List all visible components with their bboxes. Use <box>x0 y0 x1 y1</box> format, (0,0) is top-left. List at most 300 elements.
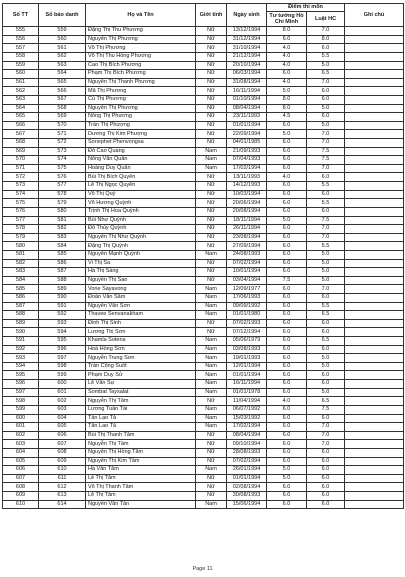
cell-dob: 19/01/1993 <box>227 354 267 363</box>
cell-dob: 13/12/1994 <box>227 27 267 36</box>
cell-sbd: 587 <box>39 268 86 277</box>
cell-stt: 580 <box>3 242 39 251</box>
header-dob: Ngày sinh <box>227 4 267 27</box>
cell-score-luathc: 6.0 <box>307 113 345 122</box>
cell-stt: 564 <box>3 104 39 113</box>
cell-name: Trịnh Thị Hoa Quỳnh <box>86 207 196 216</box>
cell-score-luathc: 6.0 <box>307 371 345 380</box>
cell-stt: 578 <box>3 225 39 234</box>
exam-results-table <box>2 3 404 509</box>
cell-stt: 583 <box>3 268 39 277</box>
cell-note <box>345 199 404 208</box>
table-row <box>3 293 404 302</box>
cell-name: Hoàng Duy Quân <box>86 164 196 173</box>
cell-note <box>345 104 404 113</box>
cell-score-luathc: 6.0 <box>307 492 345 501</box>
cell-dob: 22/09/1994 <box>227 130 267 139</box>
cell-score-tthcm: 6.0 <box>267 164 307 173</box>
cell-score-luathc: 6.5 <box>307 397 345 406</box>
cell-note <box>345 78 404 87</box>
cell-score-tthcm: 6.0 <box>267 207 307 216</box>
cell-score-tthcm: 6.0 <box>267 70 307 79</box>
cell-score-luathc: 7.0 <box>307 164 345 173</box>
cell-gender: Nữ <box>196 259 227 268</box>
cell-name: Bùi Thị Bích Quyên <box>86 173 196 182</box>
cell-name: Lương Thị Sơn <box>86 328 196 337</box>
cell-name: Võ Hương Quỳnh <box>86 199 196 208</box>
table-row <box>3 173 404 182</box>
cell-note <box>345 27 404 36</box>
cell-dob: 17/02/1994 <box>227 423 267 432</box>
cell-score-luathc: 6.0 <box>307 319 345 328</box>
cell-score-luathc: 5.5 <box>307 242 345 251</box>
cell-dob: 01/01/1980 <box>227 311 267 320</box>
table-row <box>3 250 404 259</box>
cell-score-luathc: 5.0 <box>307 268 345 277</box>
cell-name: Đặng Thị Thu Phương <box>86 27 196 36</box>
cell-score-luathc: 6.0 <box>307 457 345 466</box>
cell-note <box>345 405 404 414</box>
cell-dob: 08/04/1994 <box>227 104 267 113</box>
cell-gender: Nữ <box>196 431 227 440</box>
cell-dob: 07/02/1994 <box>227 259 267 268</box>
cell-sbd: 560 <box>39 35 86 44</box>
cell-gender: Nữ <box>196 328 227 337</box>
cell-stt: 576 <box>3 207 39 216</box>
table-row <box>3 61 404 70</box>
cell-dob: 08/04/1994 <box>227 431 267 440</box>
cell-sbd: 613 <box>39 492 86 501</box>
cell-name: Nguyễn Thị Hồng Tâm <box>86 448 196 457</box>
table-row <box>3 328 404 337</box>
header-name: Họ và Tên <box>86 4 196 27</box>
cell-dob: 03/04/1994 <box>227 276 267 285</box>
cell-score-luathc: 6.0 <box>307 328 345 337</box>
cell-note <box>345 423 404 432</box>
cell-gender: Nam <box>196 371 227 380</box>
cell-score-luathc: 7.5 <box>307 216 345 225</box>
cell-sbd: 586 <box>39 259 86 268</box>
cell-score-luathc: 5.5 <box>307 199 345 208</box>
cell-stt: 608 <box>3 483 39 492</box>
cell-note <box>345 113 404 122</box>
cell-name: Mã Thị Phương <box>86 87 196 96</box>
cell-gender: Nữ <box>196 70 227 79</box>
cell-note <box>345 242 404 251</box>
cell-score-tthcm: 6.0 <box>267 388 307 397</box>
cell-name: Nguyễn Thị Tâm <box>86 440 196 449</box>
cell-sbd: 601 <box>39 388 86 397</box>
cell-dob: 16/11/1994 <box>227 380 267 389</box>
cell-sbd: 603 <box>39 405 86 414</box>
cell-score-luathc: 6.0 <box>307 474 345 483</box>
cell-sbd: 572 <box>39 139 86 148</box>
cell-note <box>345 457 404 466</box>
cell-name: Trần Thị Phượng <box>86 121 196 130</box>
cell-sbd: 566 <box>39 87 86 96</box>
cell-score-tthcm: 6.0 <box>267 293 307 302</box>
cell-dob: 26/01/1994 <box>227 466 267 475</box>
cell-score-tthcm: 6.0 <box>267 345 307 354</box>
cell-score-luathc: 5.0 <box>307 276 345 285</box>
cell-score-tthcm: 6.0 <box>267 440 307 449</box>
cell-sbd: 595 <box>39 337 86 346</box>
cell-name: Võ Thị Thanh Tâm <box>86 483 196 492</box>
cell-name: Lê Văn Sự <box>86 380 196 389</box>
cell-gender: Nữ <box>196 319 227 328</box>
cell-dob: 09/10/1994 <box>227 440 267 449</box>
cell-name: Bùi Như Quỳnh <box>86 216 196 225</box>
cell-note <box>345 440 404 449</box>
cell-dob: 18/11/1994 <box>227 216 267 225</box>
cell-note <box>345 388 404 397</box>
cell-score-luathc: 6.0 <box>307 500 345 509</box>
cell-note <box>345 139 404 148</box>
cell-dob: 01/10/1994 <box>227 95 267 104</box>
cell-score-tthcm: 6.0 <box>267 457 307 466</box>
cell-gender: Nữ <box>196 448 227 457</box>
cell-stt: 584 <box>3 276 39 285</box>
cell-score-luathc: 5.0 <box>307 104 345 113</box>
cell-score-tthcm: 5.0 <box>267 216 307 225</box>
cell-sbd: 593 <box>39 319 86 328</box>
cell-dob: 17/02/1994 <box>227 164 267 173</box>
cell-score-luathc: 7.0 <box>307 285 345 294</box>
cell-gender: Nữ <box>196 61 227 70</box>
cell-gender: Nữ <box>196 78 227 87</box>
table-row <box>3 130 404 139</box>
cell-gender: Nữ <box>196 233 227 242</box>
cell-dob: 26/11/1994 <box>227 225 267 234</box>
cell-dob: 05/06/1979 <box>227 337 267 346</box>
cell-dob: 20/08/1994 <box>227 207 267 216</box>
cell-score-tthcm: 7.5 <box>267 276 307 285</box>
cell-gender: Nam <box>196 164 227 173</box>
cell-stt: 574 <box>3 190 39 199</box>
cell-note <box>345 337 404 346</box>
cell-dob: 07/02/1994 <box>227 457 267 466</box>
table-row <box>3 388 404 397</box>
cell-note <box>345 380 404 389</box>
cell-note <box>345 44 404 53</box>
table-row <box>3 492 404 501</box>
cell-score-tthcm: 5.0 <box>267 466 307 475</box>
cell-name: Hà Thị Sáng <box>86 268 196 277</box>
cell-gender: Nữ <box>196 87 227 96</box>
table-row <box>3 500 404 509</box>
cell-score-tthcm: 6.0 <box>267 500 307 509</box>
cell-stt: 569 <box>3 147 39 156</box>
cell-gender: Nam <box>196 423 227 432</box>
cell-score-luathc: 6.5 <box>307 311 345 320</box>
cell-score-luathc: 5.5 <box>307 52 345 61</box>
cell-note <box>345 285 404 294</box>
table-row <box>3 87 404 96</box>
cell-score-tthcm: 5.0 <box>267 474 307 483</box>
cell-note <box>345 268 404 277</box>
cell-gender: Nam <box>196 388 227 397</box>
table-row <box>3 216 404 225</box>
cell-sbd: 608 <box>39 448 86 457</box>
cell-dob: 01/01/1994 <box>227 474 267 483</box>
cell-dob: 11/04/1994 <box>227 397 267 406</box>
cell-name: Phạm Duy Sử <box>86 371 196 380</box>
cell-name: Nguyễn Thị Phương <box>86 104 196 113</box>
cell-note <box>345 164 404 173</box>
cell-name: Võ Thị Phương <box>86 44 196 53</box>
cell-stt: 581 <box>3 250 39 259</box>
cell-dob: 03/08/1993 <box>227 345 267 354</box>
cell-score-luathc: 6.0 <box>307 95 345 104</box>
cell-stt: 595 <box>3 371 39 380</box>
cell-stt: 577 <box>3 216 39 225</box>
cell-stt: 600 <box>3 414 39 423</box>
cell-note <box>345 362 404 371</box>
cell-note <box>345 207 404 216</box>
table-row <box>3 423 404 432</box>
cell-gender: Nữ <box>196 95 227 104</box>
cell-sbd: 598 <box>39 362 86 371</box>
cell-note <box>345 448 404 457</box>
cell-stt: 587 <box>3 302 39 311</box>
cell-stt: 560 <box>3 70 39 79</box>
cell-name: Vone Sayavong <box>86 285 196 294</box>
table-row <box>3 259 404 268</box>
cell-score-tthcm: 6.0 <box>267 405 307 414</box>
cell-score-tthcm: 6.0 <box>267 337 307 346</box>
table-row <box>3 302 404 311</box>
cell-sbd: 609 <box>39 457 86 466</box>
cell-stt: 609 <box>3 492 39 501</box>
cell-gender: Nữ <box>196 190 227 199</box>
cell-sbd: 562 <box>39 52 86 61</box>
cell-sbd: 590 <box>39 293 86 302</box>
cell-sbd: 600 <box>39 380 86 389</box>
cell-dob: 14/12/1993 <box>227 182 267 191</box>
cell-dob: 01/01/1994 <box>227 121 267 130</box>
cell-gender: Nam <box>196 466 227 475</box>
cell-gender: Nam <box>196 362 227 371</box>
cell-score-luathc: 7.0 <box>307 233 345 242</box>
table-row <box>3 225 404 234</box>
cell-score-luathc: 6.5 <box>307 337 345 346</box>
cell-stt: 557 <box>3 44 39 53</box>
cell-note <box>345 466 404 475</box>
table-row <box>3 319 404 328</box>
cell-note <box>345 87 404 96</box>
cell-score-tthcm: 4.0 <box>267 397 307 406</box>
cell-dob: 02/08/1994 <box>227 483 267 492</box>
cell-name: Hà Văn Tâm <box>86 466 196 475</box>
cell-score-luathc: 5.0 <box>307 259 345 268</box>
cell-dob: 06/03/1994 <box>227 70 267 79</box>
table-row <box>3 233 404 242</box>
cell-note <box>345 147 404 156</box>
table-row <box>3 27 404 36</box>
cell-stt: 591 <box>3 337 39 346</box>
cell-score-tthcm: 6.0 <box>267 492 307 501</box>
cell-stt: 573 <box>3 182 39 191</box>
cell-gender: Nữ <box>196 492 227 501</box>
cell-stt: 572 <box>3 173 39 182</box>
cell-sbd: 561 <box>39 44 86 53</box>
cell-score-tthcm: 6.0 <box>267 431 307 440</box>
cell-score-tthcm: 6.0 <box>267 156 307 165</box>
cell-name: Nguyễn Văn Sơn <box>86 302 196 311</box>
cell-name: Đỗ Cao Quang <box>86 147 196 156</box>
cell-note <box>345 233 404 242</box>
cell-score-tthcm: 5.0 <box>267 130 307 139</box>
cell-stt: 555 <box>3 27 39 36</box>
cell-name: Đinh Thị Sinh <box>86 319 196 328</box>
cell-score-luathc: 6.0 <box>307 414 345 423</box>
table-row <box>3 371 404 380</box>
cell-gender: Nữ <box>196 440 227 449</box>
cell-score-tthcm: 6.0 <box>267 35 307 44</box>
cell-sbd: 594 <box>39 328 86 337</box>
cell-dob: 04/01/1985 <box>227 139 267 148</box>
cell-note <box>345 61 404 70</box>
cell-stt: 568 <box>3 139 39 148</box>
cell-score-luathc: 6.0 <box>307 173 345 182</box>
cell-score-luathc: 7.0 <box>307 139 345 148</box>
cell-stt: 597 <box>3 388 39 397</box>
cell-sbd: 605 <box>39 423 86 432</box>
cell-gender: Nữ <box>196 27 227 36</box>
cell-score-tthcm: 8.0 <box>267 27 307 36</box>
cell-score-tthcm: 4.0 <box>267 52 307 61</box>
table-row <box>3 448 404 457</box>
cell-name: Phạm Thị Bích Phương <box>86 70 196 79</box>
cell-dob: 10/01/1994 <box>227 268 267 277</box>
cell-stt: 586 <box>3 293 39 302</box>
table-body <box>3 27 404 509</box>
table-row <box>3 70 404 79</box>
cell-sbd: 583 <box>39 233 86 242</box>
cell-gender: Nữ <box>196 457 227 466</box>
cell-dob: 21/09/1993 <box>227 147 267 156</box>
cell-dob: 10/03/1994 <box>227 190 267 199</box>
cell-gender: Nam <box>196 293 227 302</box>
cell-sbd: 602 <box>39 397 86 406</box>
table-row <box>3 190 404 199</box>
cell-note <box>345 121 404 130</box>
cell-sbd: 588 <box>39 276 86 285</box>
cell-stt: 601 <box>3 423 39 432</box>
cell-score-luathc: 7.0 <box>307 27 345 36</box>
cell-score-tthcm: 6.0 <box>267 380 307 389</box>
table-row <box>3 311 404 320</box>
cell-dob: 23/08/1994 <box>227 233 267 242</box>
header-sbd: Số báo danh <box>39 4 86 27</box>
cell-stt: 610 <box>3 500 39 509</box>
cell-dob: 20/10/1994 <box>227 61 267 70</box>
cell-note <box>345 354 404 363</box>
cell-name: Đỗ Thúy Quỳnh <box>86 225 196 234</box>
cell-dob: 16/11/1994 <box>227 87 267 96</box>
cell-stt: 592 <box>3 345 39 354</box>
cell-dob: 01/01/1994 <box>227 371 267 380</box>
cell-gender: Nam <box>196 156 227 165</box>
cell-note <box>345 276 404 285</box>
cell-note <box>345 483 404 492</box>
cell-score-luathc: 6.0 <box>307 190 345 199</box>
cell-dob: 12/09/1977 <box>227 285 267 294</box>
cell-note <box>345 173 404 182</box>
cell-note <box>345 474 404 483</box>
cell-sbd: 581 <box>39 216 86 225</box>
cell-score-tthcm: 6.0 <box>267 121 307 130</box>
cell-dob: 01/01/1978 <box>227 388 267 397</box>
cell-dob: 24/08/1993 <box>227 250 267 259</box>
cell-sbd: 585 <box>39 250 86 259</box>
cell-stt: 570 <box>3 156 39 165</box>
cell-dob: 15/06/1994 <box>227 500 267 509</box>
cell-stt: 575 <box>3 199 39 208</box>
cell-stt: 590 <box>3 328 39 337</box>
cell-score-luathc: 6.0 <box>307 293 345 302</box>
cell-name: Cao Thị Bích Phương <box>86 61 196 70</box>
header-stt: Số TT <box>3 4 39 27</box>
cell-note <box>345 156 404 165</box>
cell-name: Đặng Thị Quỳnh <box>86 242 196 251</box>
cell-sbd: 576 <box>39 173 86 182</box>
cell-sbd: 564 <box>39 70 86 79</box>
header-row-top <box>3 4 404 12</box>
cell-score-luathc: 7.0 <box>307 130 345 139</box>
cell-gender: Nam <box>196 405 227 414</box>
table-row <box>3 397 404 406</box>
cell-score-tthcm: 6.0 <box>267 268 307 277</box>
cell-dob: 17/06/1993 <box>227 293 267 302</box>
header-gender: Giới tính <box>196 4 227 27</box>
cell-score-tthcm: 6.0 <box>267 423 307 432</box>
cell-gender: Nữ <box>196 139 227 148</box>
cell-name: Tẩn Lao Tả <box>86 423 196 432</box>
cell-stt: 567 <box>3 130 39 139</box>
cell-name: Nguyễn Thị Thanh Phương <box>86 78 196 87</box>
header-note: Ghi chú <box>345 4 404 27</box>
cell-score-tthcm: 4.0 <box>267 78 307 87</box>
table-row <box>3 362 404 371</box>
cell-gender: Nữ <box>196 52 227 61</box>
cell-stt: 585 <box>3 285 39 294</box>
table-row <box>3 121 404 130</box>
cell-note <box>345 225 404 234</box>
cell-stt: 599 <box>3 405 39 414</box>
cell-gender: Nữ <box>196 35 227 44</box>
cell-dob: 07/12/1994 <box>227 328 267 337</box>
cell-note <box>345 35 404 44</box>
cell-gender: Nữ <box>196 216 227 225</box>
cell-dob: 20/06/1994 <box>227 199 267 208</box>
table-row <box>3 483 404 492</box>
table-row <box>3 104 404 113</box>
table-row <box>3 337 404 346</box>
cell-dob: 12/01/1994 <box>227 362 267 371</box>
cell-stt: 558 <box>3 52 39 61</box>
table-row <box>3 380 404 389</box>
table-row <box>3 95 404 104</box>
cell-stt: 556 <box>3 35 39 44</box>
table-row <box>3 431 404 440</box>
cell-name: Nguyễn Thị Như Quỳnh <box>86 233 196 242</box>
cell-gender: Nữ <box>196 276 227 285</box>
cell-sbd: 610 <box>39 466 86 475</box>
cell-sbd: 614 <box>39 500 86 509</box>
cell-stt: 598 <box>3 397 39 406</box>
cell-gender: Nữ <box>196 104 227 113</box>
